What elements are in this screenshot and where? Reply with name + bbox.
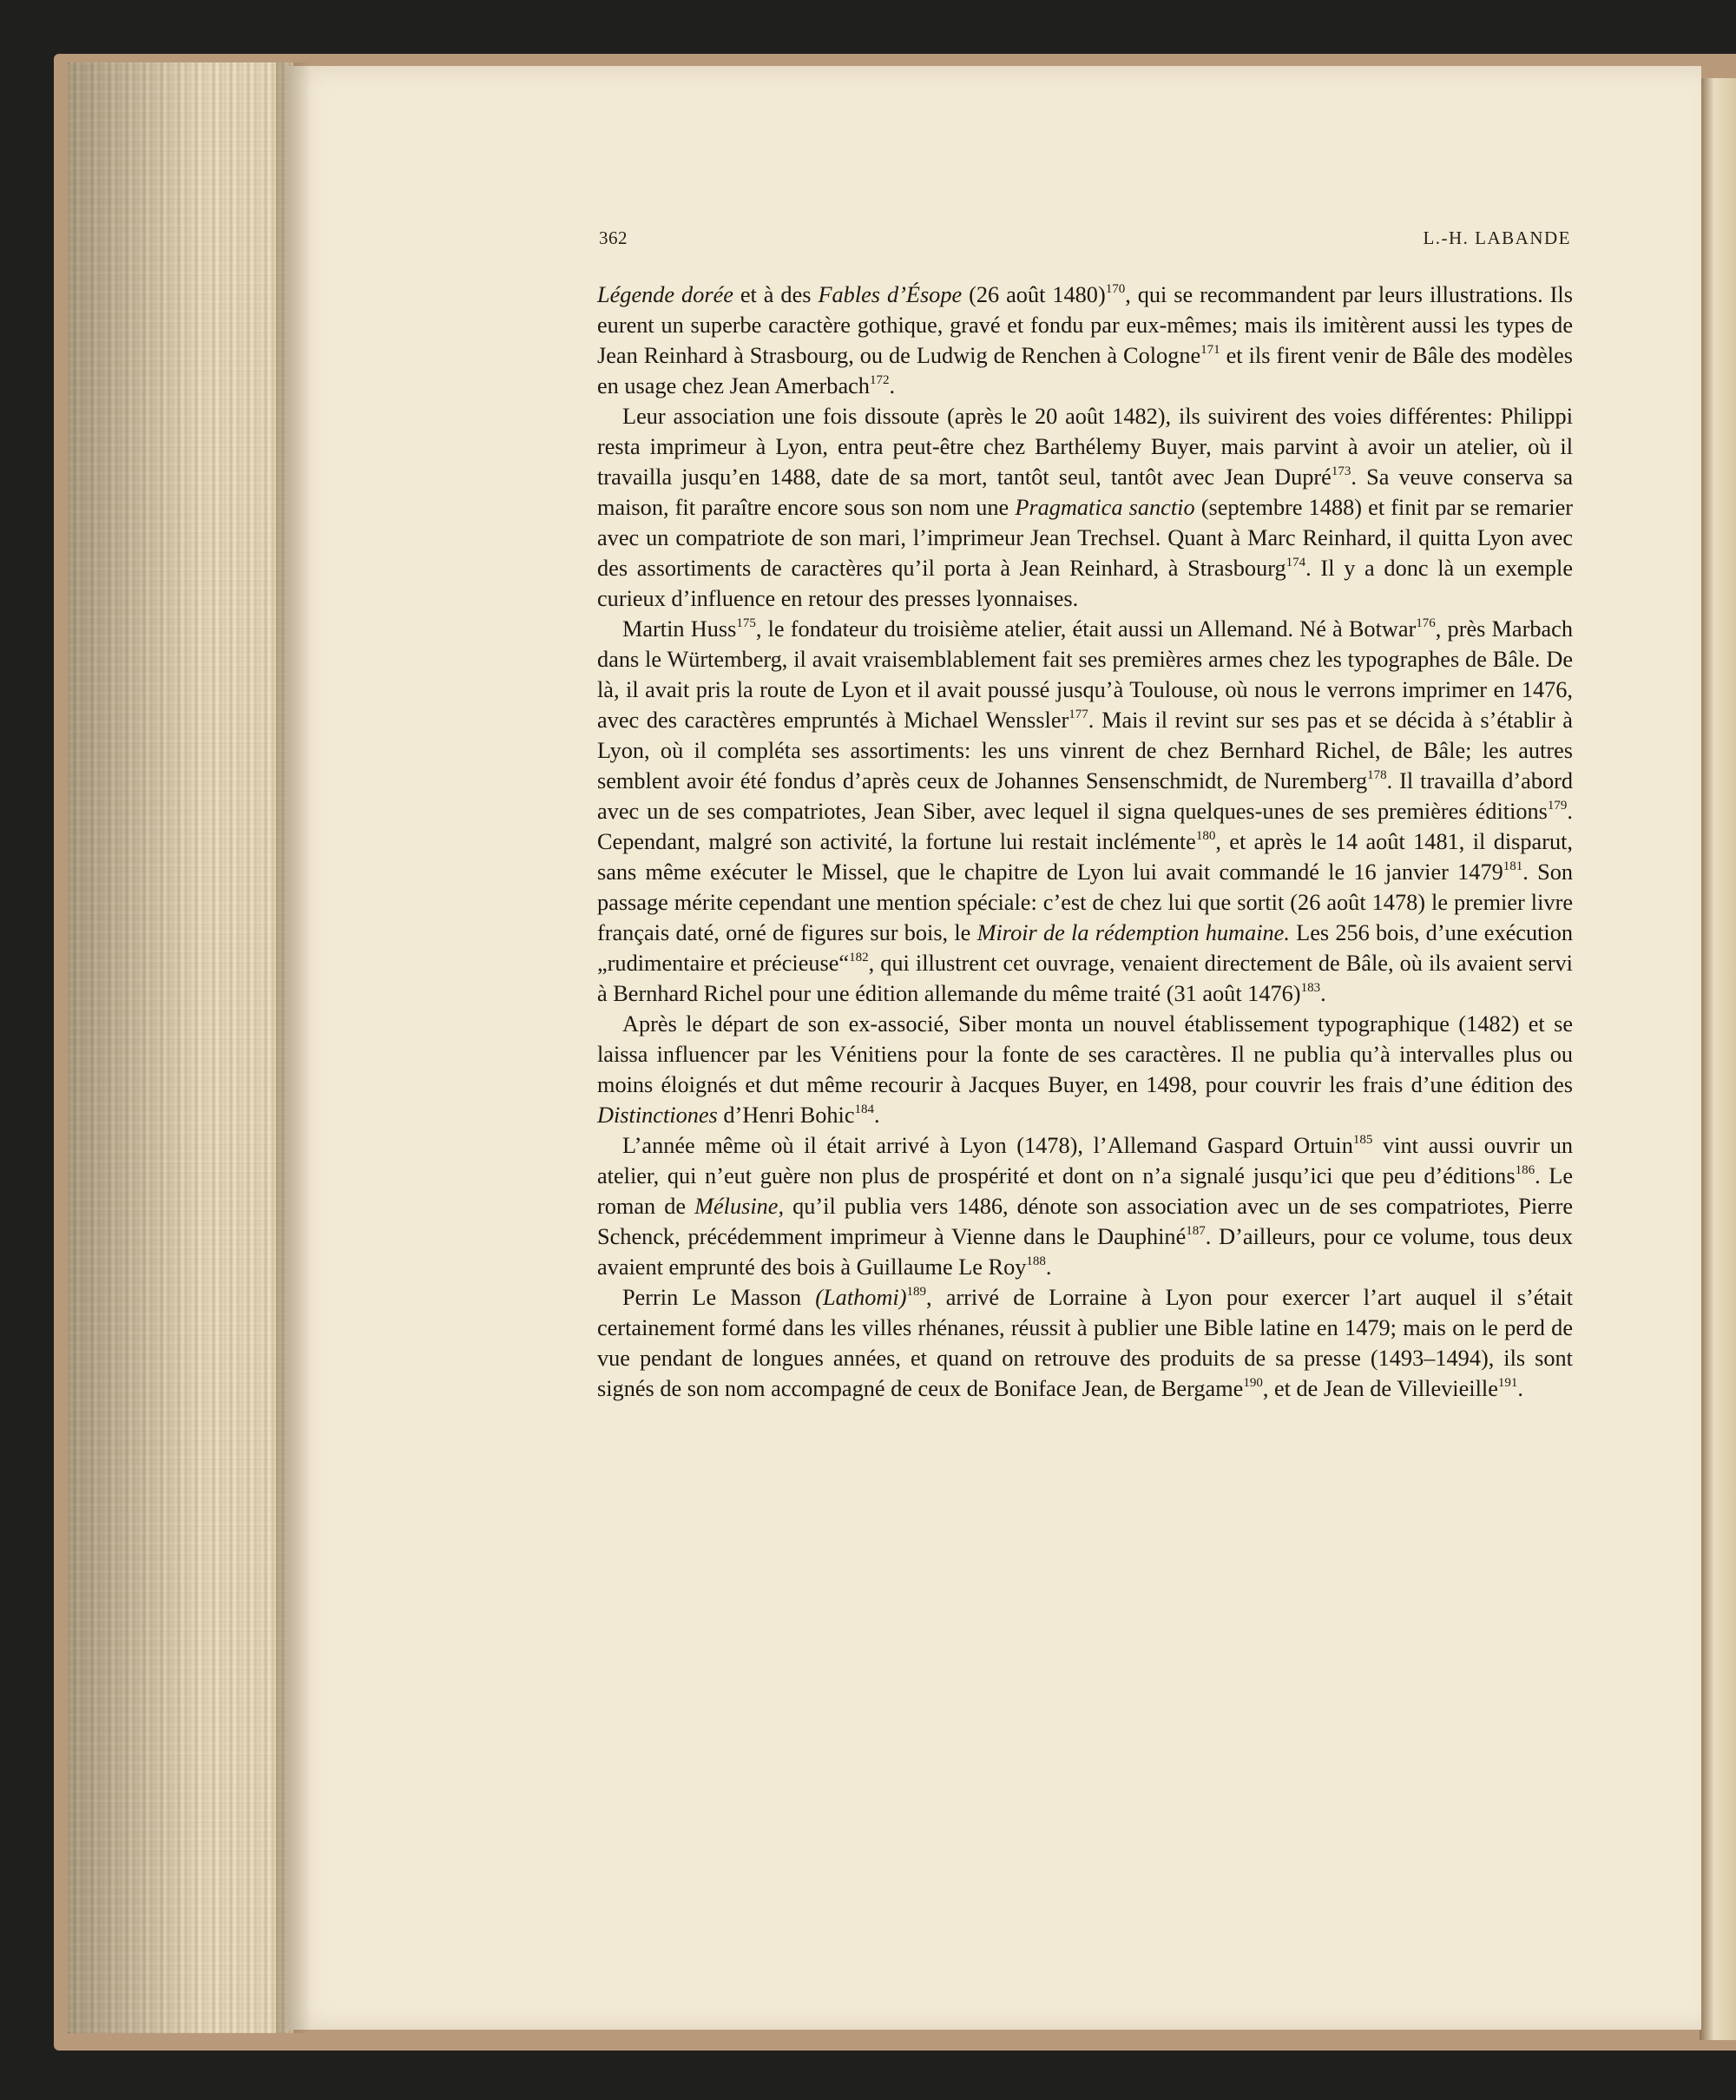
footnote-ref: 180: [1195, 829, 1216, 844]
body-text: [597, 280, 1573, 1404]
page-header: [599, 227, 1571, 253]
text-run: Leur association une fois dissoute (après le 20 août 1482), ils suivirent des voies différentes: Philippi resta imprimeur à Lyon, entra peut-être chez Barthélemy Buyer, mais parvint à avoir un atelier, où il travailla jusqu’en 1488, date de sa mort, tantôt seul, tantôt avec Jean Dupré: [597, 404, 1573, 490]
page-edges: [68, 63, 293, 2033]
footnote-ref: 175: [736, 616, 756, 631]
text-run: . Cependant, malgré son activité, la fortune lui restait inclémente: [597, 799, 1573, 854]
paragraph: [597, 1130, 1573, 1282]
footnote-ref: 172: [869, 373, 890, 388]
italic-title: Miroir de la rédemption humaine.: [976, 920, 1290, 945]
page-number: 362: [599, 227, 628, 248]
text-run: . D’ailleurs, pour ce volume, tous deux avaient emprunté des bois à Guillaume Le Roy: [597, 1224, 1573, 1280]
text-run: (26 août 1480): [962, 282, 1106, 307]
text-run: , qui illustrent cet ouvrage, venaient directement de Bâle, où ils avaient servi à Bernhard Richel pour une édition allemande du même traité (31 août 1476): [597, 951, 1573, 1006]
paragraph: [597, 401, 1573, 614]
text-run: , le fondateur du troisième atelier, était aussi un Allemand. Né à Botwar: [755, 616, 1417, 642]
text-run: Perrin Le Masson: [622, 1285, 816, 1310]
text-run: . Le roman de: [597, 1163, 1573, 1219]
text-run: (septembre 1488) et finit par se remarier avec un compatriote de son mari, l’imprimeur Jean Trechsel. Quant à Marc Reinhard, il quitta Lyon avec des assortiments de caractères qu’il porta à Jean Reinhard, à Strasbourg: [597, 495, 1574, 581]
footnote-ref: 177: [1069, 708, 1088, 722]
text-run: d’Henri Bohic: [717, 1103, 855, 1128]
footnote-ref: 170: [1105, 282, 1126, 297]
footnote-ref: 181: [1503, 859, 1523, 874]
text-run: , qui se recommandent par leurs illustrations. Ils eurent un superbe caractère gothique, gravé et fondu par eux-mêmes; mais ils imitèrent aussi les types de Jean Reinhard à Strasbourg, ou de Ludwig de Renchen à Cologne: [597, 282, 1573, 368]
text-run: Les 256 bois, d’une exécution „rudimentaire et précieuse“: [597, 920, 1574, 976]
text-run: . Il travailla d’abord avec un de ses compatriotes, Jean Siber, avec lequel il signa quelques-unes de ses premières éditions: [597, 768, 1573, 824]
text-run: Martin Huss: [622, 616, 737, 642]
text-run: qu’il publia vers 1486, dénote son association avec un de ses compatriotes, Pierre Schenck, précédemment imprimeur à Vienne dans le Dauphiné: [597, 1194, 1573, 1249]
footnote-ref: 189: [906, 1285, 926, 1300]
footnote-ref: 171: [1200, 343, 1220, 358]
footnote-ref: 179: [1547, 799, 1568, 813]
footnote-ref: 173: [1331, 464, 1351, 479]
text-run: .: [889, 373, 896, 398]
text-run: vint aussi ouvrir un atelier, qui n’eut guère non plus de prospérité et dont on n’a signalé jusqu’ici que peu d’éditions: [597, 1133, 1573, 1188]
text-run: .: [874, 1103, 880, 1128]
text-run: . Sa veuve conserva sa maison, fit paraître encore sous son nom une: [597, 464, 1573, 520]
footnote-ref: 191: [1497, 1376, 1518, 1391]
footnote-ref: 178: [1367, 768, 1387, 783]
paragraph: [597, 1009, 1573, 1130]
footnote-ref: 188: [1026, 1254, 1046, 1269]
running-head: L.-H. LABANDE: [1423, 227, 1571, 248]
italic-title: Fables d’Ésope: [818, 282, 963, 307]
text-run: .: [1320, 981, 1326, 1006]
footnote-ref: 184: [854, 1103, 875, 1117]
footnote-ref: 190: [1243, 1376, 1263, 1391]
text-run: .: [1045, 1254, 1052, 1280]
footnote-ref: 185: [1352, 1133, 1373, 1148]
italic-title: (Lathomi): [815, 1285, 907, 1310]
text-run: . Mais il revint sur ses pas et se décida à s’établir à Lyon, où il compléta ses assortiments: les uns vinrent de chez Bernhard Richel, de Bâle; les autres semblent avoir été fondus d’après ceux de Johannes Sensenschmidt, de Nuremberg: [597, 708, 1573, 793]
text-run: et ils firent venir de Bâle des modèles en usage chez Jean Amerbach: [597, 343, 1573, 398]
text-run: , et de Jean de Villevieille: [1262, 1376, 1498, 1401]
text-run: et à des: [733, 282, 819, 307]
footnote-ref: 174: [1286, 556, 1306, 570]
paragraph: [597, 280, 1573, 401]
footnote-ref: 187: [1186, 1224, 1206, 1239]
text-run: .: [1517, 1376, 1523, 1401]
text-run: , et après le 14 août 1481, il disparut, sans même exécuter le Missel, que le chapitre de Lyon lui avait commandé le 16 janvier 1479: [597, 829, 1573, 885]
italic-title: Mélusine,: [694, 1194, 785, 1219]
italic-title: Pragmatica sanctio: [1015, 495, 1195, 520]
footnote-ref: 186: [1515, 1163, 1535, 1178]
facing-page-edge: [1700, 78, 1736, 2040]
italic-title: Distinctiones: [597, 1103, 718, 1128]
footnote-ref: 176: [1416, 616, 1436, 631]
text-run: Après le départ de son ex-associé, Siber monta un nouvel établissement typographique (1482) et se laissa influencer par les Vénitiens pour la fonte de ses caractères. Il ne publia qu’à intervalles plus ou moins éloignés et dut même recourir à Jacques Buyer, en 1498, pour couvrir les frais d’une édition des: [597, 1011, 1573, 1097]
text-run: . Son passage mérite cependant une mention spéciale: c’est de chez lui que sortit (26 août 1478) le premier livre français daté, orné de figures sur bois, le: [597, 859, 1573, 945]
text-run: . Il y a donc là un exemple curieux d’influence en retour des presses lyonnaises.: [597, 556, 1573, 611]
text-run: , arrivé de Lorraine à Lyon pour exercer l’art auquel il s’était certainement formé dans les villes rhénanes, réussit à publier une Bible latine en 1479; mais on le perd de vue pendant de longues années, et quand on retrouve des produits de sa presse (1493–1494), ils sont signés de son nom accompagné de ceux de Boniface Jean, de Bergame: [597, 1285, 1573, 1401]
paragraph: [597, 614, 1573, 1009]
text-run: L’année même où il était arrivé à Lyon (1478), l’Allemand Gaspard Ortuin: [622, 1133, 1353, 1158]
footnote-ref: 183: [1300, 981, 1321, 996]
paragraph: [597, 1282, 1573, 1404]
footnote-ref: 182: [849, 951, 869, 965]
italic-title: Légende dorée: [597, 282, 733, 307]
gutter-shadow: [276, 63, 311, 2033]
text-run: , près Marbach dans le Würtemberg, il avait vraisemblablement fait ses premières armes chez les typographes de Bâle. De là, il avait pris la route de Lyon et il avait poussé jusqu’à Toulouse, où nous le verrons imprimer en 1476, avec des caractères empruntés à Michael Wenssler: [597, 616, 1573, 733]
